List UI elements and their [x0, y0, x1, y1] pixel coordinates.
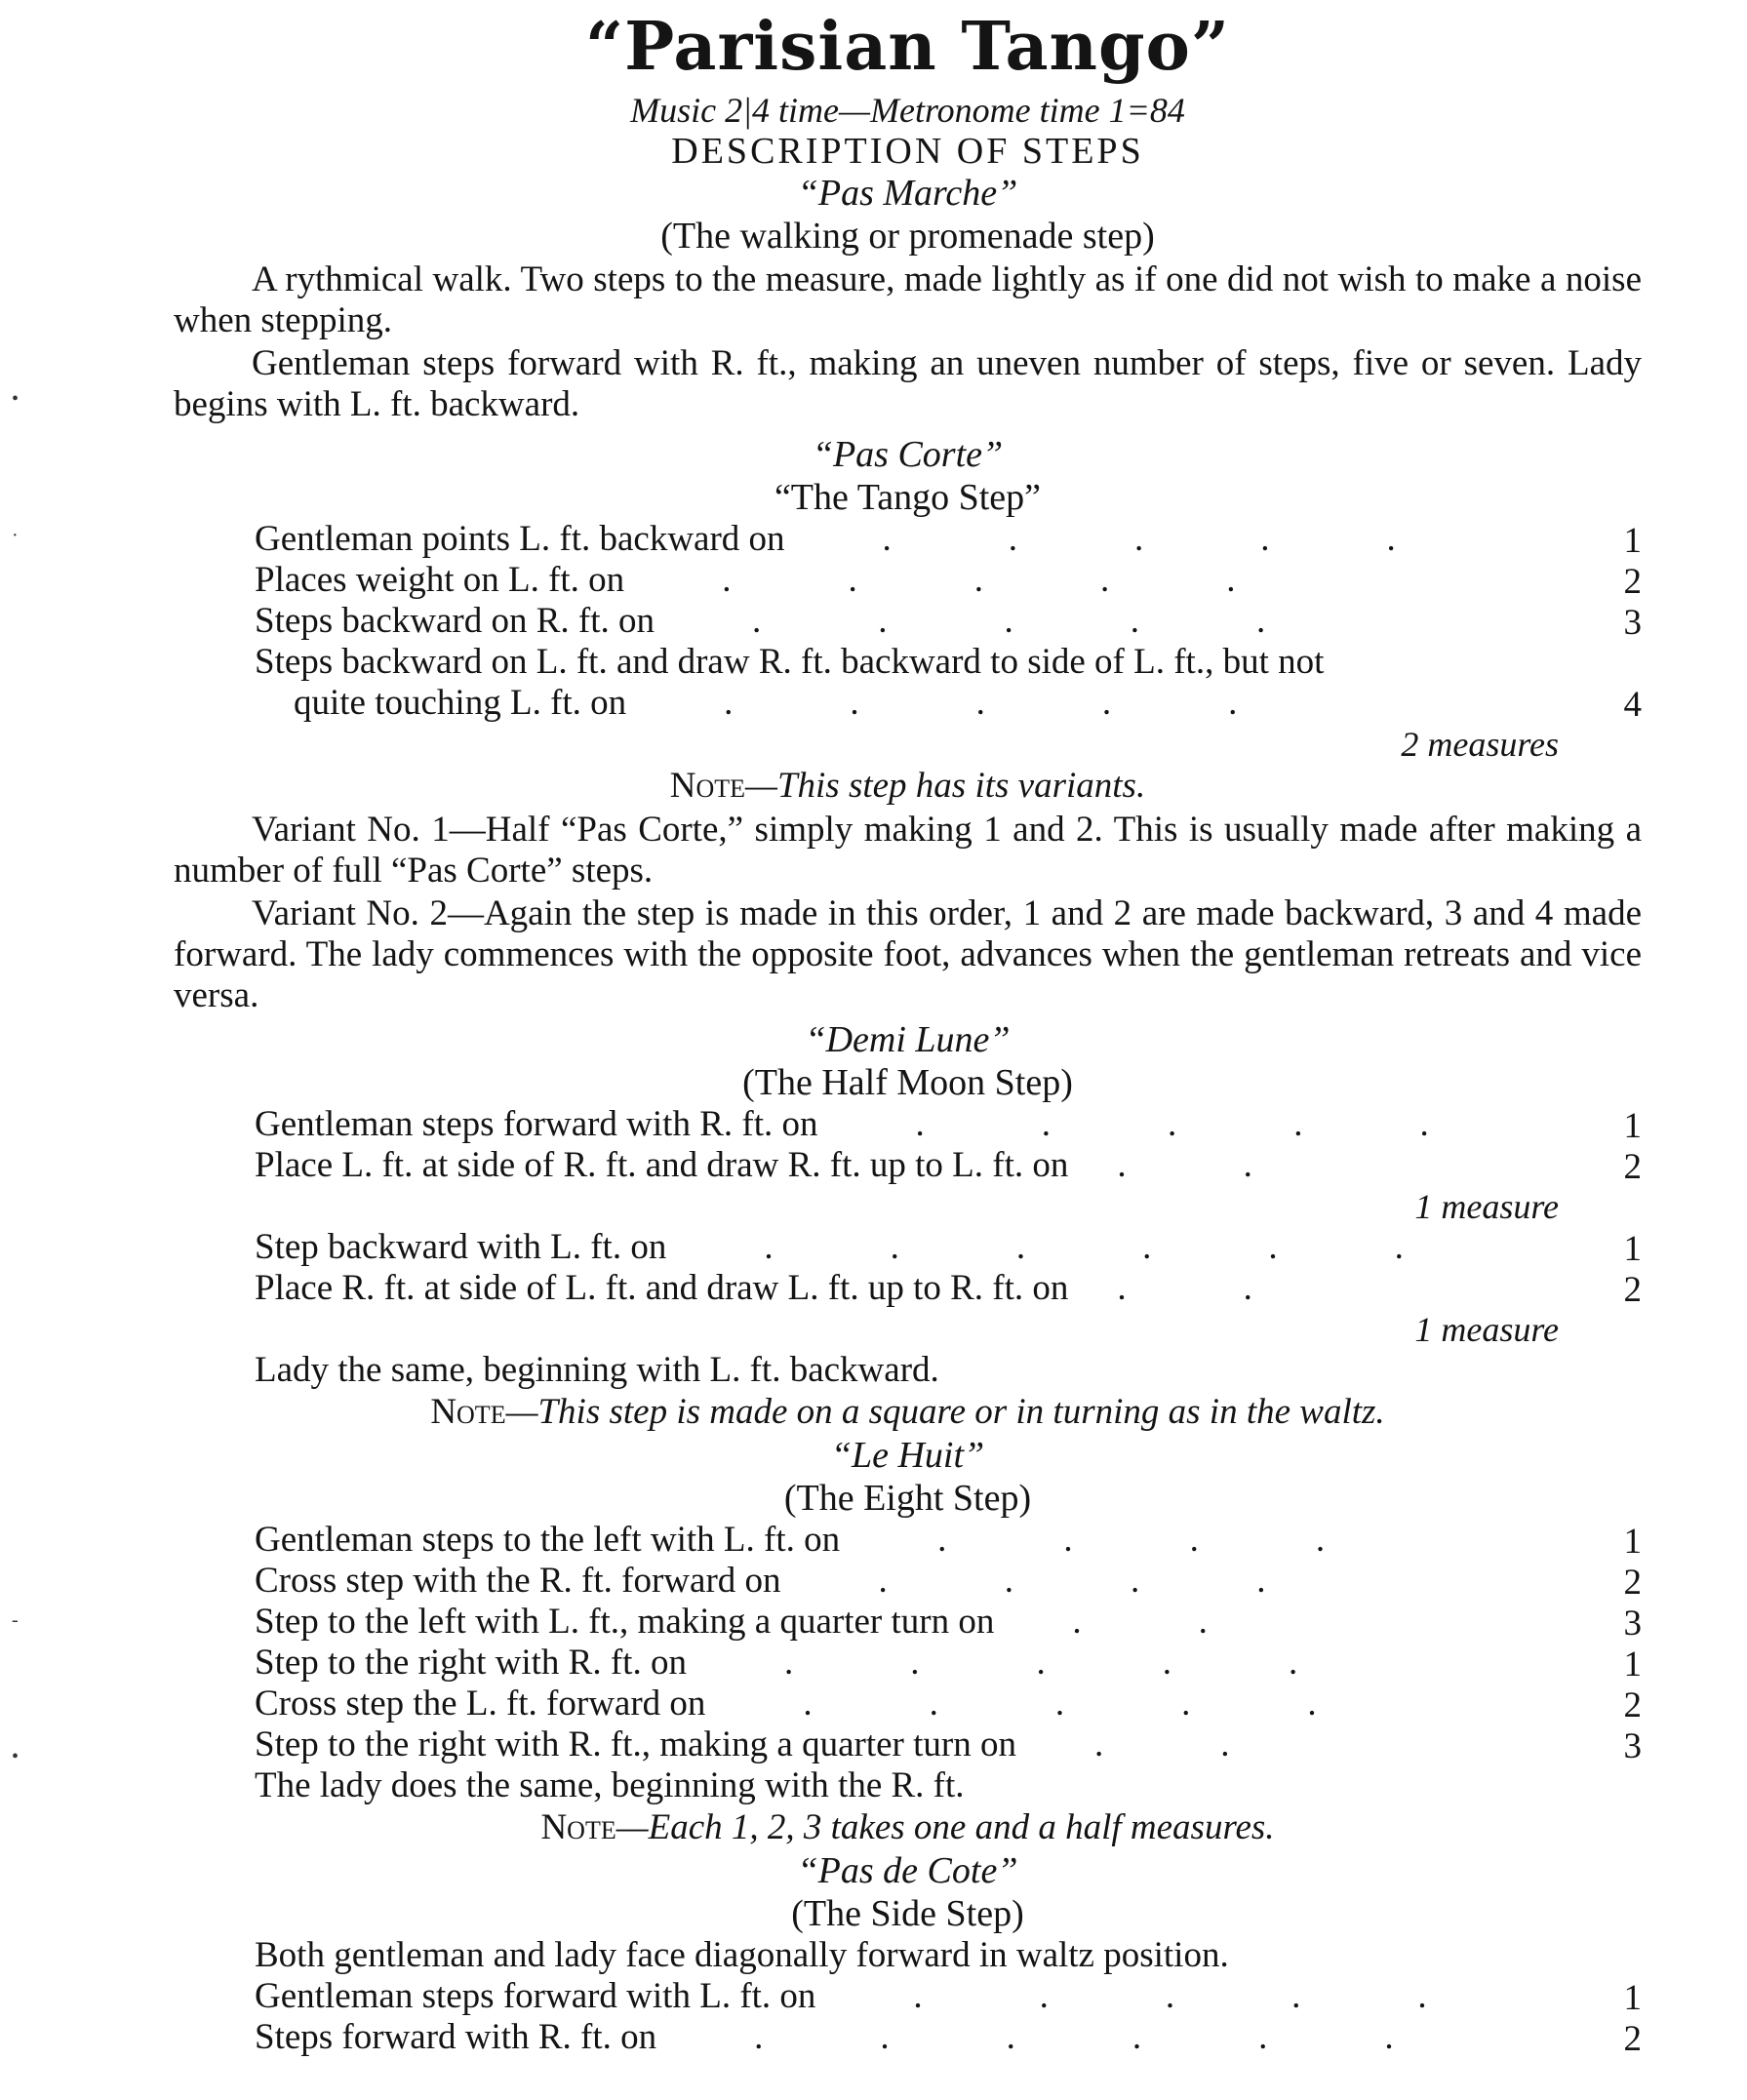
step-sub-pas-corte: “The Tango Step”	[774, 477, 1042, 518]
section-heading: DESCRIPTION OF STEPS	[671, 131, 1144, 172]
count-line-text: Steps backward on L. ft. and draw R. ft. backward to side of L. ft., but not	[255, 642, 1325, 682]
note	[174, 1806, 1642, 1849]
count-line-continuation: quite touching L. ft. on	[294, 683, 627, 723]
count-line: Step to the right with R. ft., making a quarter turn on .. 3	[255, 1724, 1642, 1766]
count-line: Steps backward on R. ft. on ..... 3	[255, 601, 1642, 643]
count-number: 1	[1623, 521, 1642, 561]
measure-label: 1 measure	[1414, 1310, 1559, 1349]
count-number: 1	[1623, 1106, 1642, 1146]
count-line-text: Gentleman steps forward with R. ft. on	[255, 1104, 818, 1144]
count-number: 2	[1623, 1270, 1642, 1310]
count-line: Step backward with L. ft. on ...... 1	[255, 1227, 1642, 1269]
step-sub-le-huit: (The Eight Step)	[783, 1478, 1032, 1519]
count-line-text: Gentleman points L. ft. backward on	[255, 519, 785, 559]
count-line-text: Step to the left with L. ft., making a quarter turn on	[255, 1602, 995, 1642]
count-line-text: Cross step with the R. ft. forward on	[255, 1561, 781, 1601]
count-number: 2	[1623, 1563, 1642, 1603]
note-lead: Note	[430, 1392, 506, 1432]
step-name-pas-marche: “Pas Marche”	[797, 173, 1018, 214]
measure-label: 2 measures	[1401, 725, 1559, 764]
count-line: Place L. ft. at side of R. ft. and draw R. ft. up to L. ft. on .. 2	[255, 1145, 1642, 1187]
count-line-wrapped: Steps backward on L. ft. and draw R. ft. backward to side of L. ft., but not quite touching L. ft. on ..... 4	[255, 642, 1642, 725]
step-sub-pas-de-cote: (The Side Step)	[791, 1893, 1024, 1934]
count-line-text: Gentleman steps to the left with L. ft. on	[255, 1520, 841, 1560]
count-line: Step to the right with R. ft. on ..... 1	[255, 1643, 1642, 1684]
document-page	[174, 0, 1642, 2058]
count-number: 3	[1623, 1604, 1642, 1644]
count-number: 2	[1623, 562, 1642, 602]
count-number: 3	[1623, 603, 1642, 643]
lady-line: The lady does the same, beginning with the R. ft.	[255, 1765, 965, 1805]
variant-paragraph: Variant No. 2—Again the step is made in this order, 1 and 2 are made backward, 3 and 4 made forward. The lady commences with the opposite foot, advances when the gentleman retreats and vice versa.	[174, 893, 1642, 1015]
variant-paragraph: Variant No. 1—Half “Pas Corte,” simply making 1 and 2. This is usually made after making a number of full “Pas Corte” steps.	[174, 810, 1642, 891]
step-name-pas-de-cote: “Pas de Cote”	[797, 1850, 1018, 1891]
margin-mark: ·	[12, 525, 19, 546]
count-number: 4	[1623, 685, 1642, 725]
count-line-text: Steps backward on R. ft. on	[255, 601, 655, 641]
step-sub-pas-marche: (The walking or promenade step)	[660, 216, 1155, 257]
count-line-text: Places weight on L. ft. on	[255, 560, 625, 600]
page-title: “Parisian Tango”	[584, 8, 1231, 86]
count-number: 1	[1623, 1229, 1642, 1269]
measure-label: 1 measure	[1414, 1187, 1559, 1226]
note	[174, 1391, 1642, 1434]
count-line: Steps forward with R. ft. on ...... 2	[255, 2017, 1642, 2059]
count-line-text: Cross step the L. ft. forward on	[255, 1684, 706, 1724]
margin-mark: -	[12, 1609, 19, 1631]
paragraph: Gentleman steps forward with R. ft., making an uneven number of steps, five or seven. Lady begins with L. ft. backward.	[174, 343, 1642, 424]
count-line: Places weight on L. ft. on ..... 2	[255, 560, 1642, 602]
intro-line: Both gentleman and lady face diagonally forward in waltz position.	[255, 1935, 1229, 1975]
count-line: Gentleman points L. ft. backward on ..... 1	[255, 519, 1642, 561]
note-body: —This step is made on a square or in turning as in the waltz.	[505, 1392, 1385, 1432]
count-line-text: Step to the right with R. ft. on	[255, 1643, 687, 1683]
count-line: Gentleman steps to the left with L. ft. on .... 1	[255, 1520, 1642, 1562]
count-line-text: Step backward with L. ft. on	[255, 1227, 667, 1267]
count-line: Gentleman steps forward with R. ft. on ..... 1	[255, 1104, 1642, 1146]
margin-mark: •	[12, 388, 20, 410]
count-line-text: Step to the right with R. ft., making a quarter turn on	[255, 1724, 1016, 1764]
note-lead: Note	[540, 1807, 616, 1847]
count-line: Place R. ft. at side of L. ft. and draw L. ft. up to R. ft. on .. 2	[255, 1268, 1642, 1310]
step-name-le-huit: “Le Huit”	[830, 1435, 985, 1476]
count-number: 3	[1623, 1726, 1642, 1766]
count-line: Cross step with the R. ft. forward on .... 2	[255, 1561, 1642, 1603]
margin-mark: •	[12, 1746, 20, 1767]
step-name-demi-lune: “Demi Lune”	[805, 1019, 1011, 1060]
count-number: 2	[1623, 1147, 1642, 1187]
count-number: 2	[1623, 1685, 1642, 1725]
count-number: 1	[1623, 1978, 1642, 2018]
count-line-text: Place R. ft. at side of L. ft. and draw L. ft. up to R. ft. on	[255, 1268, 1069, 1308]
count-line-text: Gentleman steps forward with L. ft. on	[255, 1976, 816, 2016]
count-number: 2	[1623, 2019, 1642, 2059]
note-lead: Note	[669, 766, 746, 806]
note-body: —This step has its variants.	[745, 766, 1146, 806]
count-line-text: Place L. ft. at side of R. ft. and draw R. ft. up to L. ft. on	[255, 1145, 1069, 1185]
count-line: Step to the left with L. ft., making a quarter turn on .. 3	[255, 1602, 1642, 1644]
count-number: 1	[1623, 1644, 1642, 1684]
paragraph: A rythmical walk. Two steps to the measure, made lightly as if one did not wish to make a noise when stepping.	[174, 259, 1642, 340]
step-name-pas-corte: “Pas Corte”	[812, 434, 1004, 475]
count-line-text: Steps forward with R. ft. on	[255, 2017, 657, 2057]
step-sub-demi-lune: (The Half Moon Step)	[742, 1062, 1073, 1103]
lady-line: Lady the same, beginning with L. ft. backward.	[255, 1350, 939, 1390]
note	[174, 765, 1642, 808]
count-number: 1	[1623, 1522, 1642, 1562]
music-meta: Music 2|4 time—Metronome time 1=84	[630, 91, 1185, 130]
note-body: —Each 1, 2, 3 takes one and a half measures.	[615, 1807, 1275, 1847]
count-line: Cross step the L. ft. forward on ..... 2	[255, 1684, 1642, 1725]
count-line: Gentleman steps forward with L. ft. on ..... 1	[255, 1976, 1642, 2018]
